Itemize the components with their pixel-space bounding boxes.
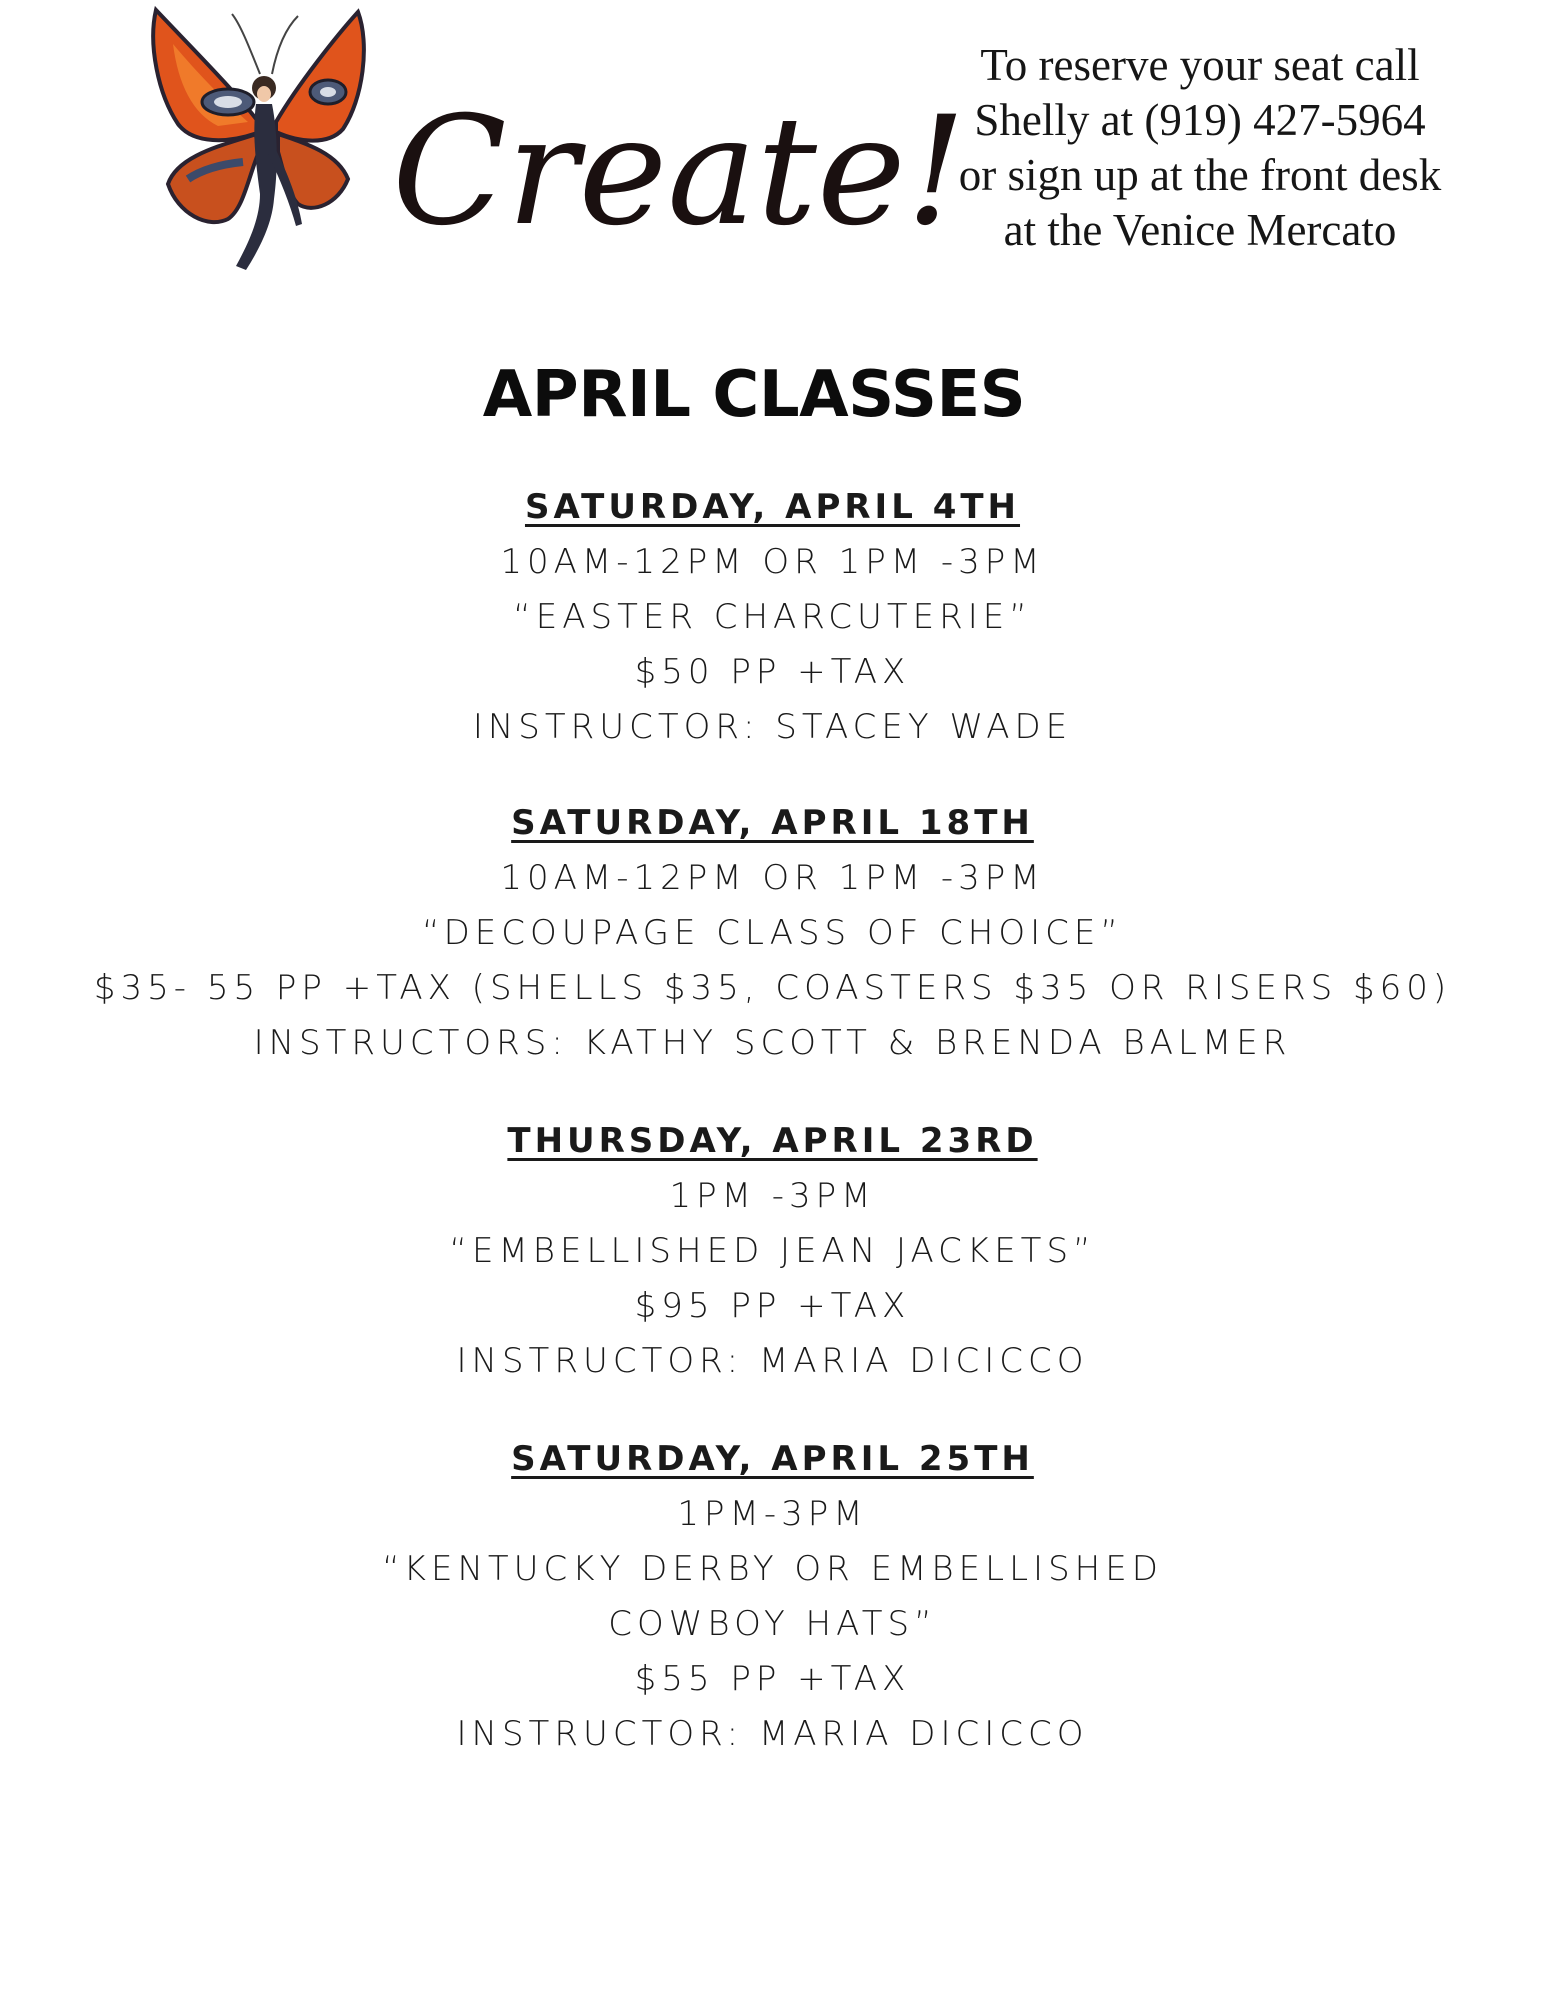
butterfly-woman-illustration [148,4,378,274]
class-entry [0,1432,1545,1762]
class-entry [0,480,1545,755]
class-title: “KENTUCKY DERBY OR EMBELLISHED [382,1549,1163,1589]
reservation-info [900,38,1500,258]
reserve-line: To reserve your seat call [980,40,1420,90]
class-title: “EMBELLISHED JEAN JACKETS” [449,1231,1096,1271]
reserve-line: Shelly at (919) 427-5964 [974,95,1426,145]
class-price: $95 PP +TAX [634,1286,911,1326]
class-title-cont: COWBOY HATS” [608,1604,937,1644]
class-instructor: INSTRUCTORS: KATHY SCOTT & BRENDA BALMER [253,1023,1292,1063]
class-price: $50 PP +TAX [634,652,911,692]
create-script-logo [392,48,966,288]
reserve-line: at the Venice Mercato [1003,205,1397,255]
page-title: APRIL CLASSES [482,358,1026,432]
class-entry [0,796,1545,1071]
class-date: SATURDAY, APRIL 18TH [511,803,1034,843]
class-time: 1PM-3PM [677,1494,868,1534]
class-date: SATURDAY, APRIL 4TH [524,487,1021,527]
reserve-line: or sign up at the front desk [958,150,1442,200]
script-title-text: Create! [392,85,966,259]
class-entry [0,1114,1545,1389]
class-title: “DECOUPAGE CLASS OF CHOICE” [422,913,1123,953]
header [0,0,1545,300]
class-price: $55 PP +TAX [634,1659,911,1699]
class-time: 10AM-12PM OR 1PM -3PM [500,542,1045,582]
class-date: THURSDAY, APRIL 23RD [507,1121,1038,1161]
class-time: 10AM-12PM OR 1PM -3PM [500,858,1045,898]
class-instructor: INSTRUCTOR: MARIA DICICCO [456,1714,1089,1754]
class-title: “EASTER CHARCUTERIE” [513,597,1032,637]
class-instructor: INSTRUCTOR: MARIA DICICCO [456,1341,1089,1381]
class-date: SATURDAY, APRIL 25TH [511,1439,1034,1479]
class-time: 1PM -3PM [669,1176,876,1216]
class-instructor: INSTRUCTOR: STACEY WADE [472,707,1073,747]
class-price: $35- 55 PP +TAX (SHELLS $35, COASTERS $35 OR RISERS $60) [93,968,1452,1008]
